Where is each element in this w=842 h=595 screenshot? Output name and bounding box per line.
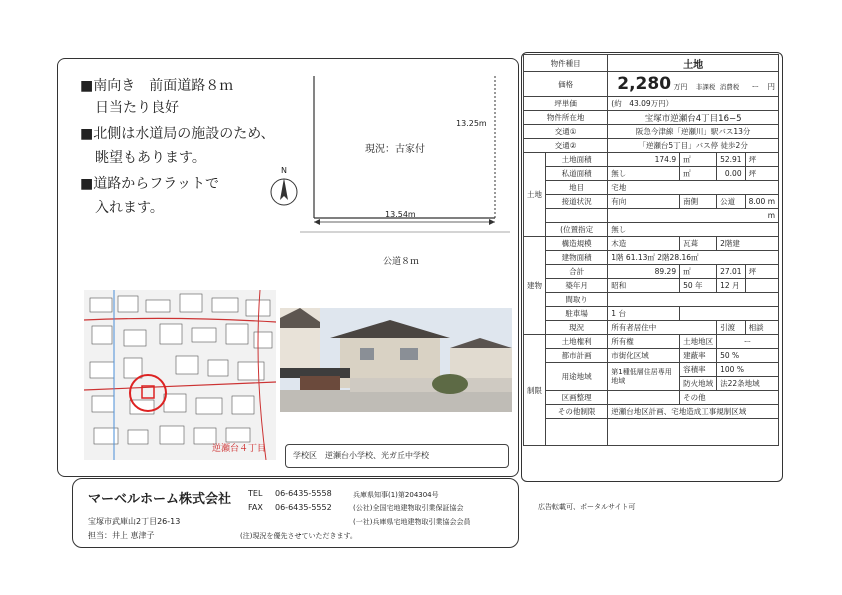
- row-zone: [524, 363, 779, 377]
- tax-value: ー: [751, 82, 760, 91]
- location-map: [84, 290, 276, 460]
- tel-label: TEL: [248, 489, 263, 498]
- zone-value: 第1種低層住居専用地域: [608, 363, 680, 391]
- row-private-road: [524, 167, 779, 181]
- spec-table: [523, 54, 779, 446]
- parking-label: 駐車場: [546, 307, 608, 321]
- built-year: 50: [683, 281, 693, 290]
- property-photo: [280, 308, 512, 412]
- district-label: 都市計画: [546, 349, 608, 363]
- row-parking: [524, 307, 779, 321]
- road-m-2: m: [608, 209, 779, 223]
- ground-value: ー: [717, 335, 779, 349]
- company-assoc-1: (公社)全国宅地建物取引業保証協会: [353, 504, 464, 512]
- far-pct: %: [736, 365, 744, 374]
- highlight-line-6: 入れます。: [95, 200, 164, 216]
- road-kind: 公道: [717, 195, 745, 209]
- plot-depth-label: 13.25m: [456, 119, 487, 128]
- structure-1: 木造: [608, 237, 680, 251]
- fax-number: 06-6435-5552: [275, 503, 332, 512]
- company-assoc-2: (一社)兵庫県宅地建物取引業協会会員: [353, 518, 471, 526]
- tax-unit: 円: [767, 82, 775, 91]
- district-value: 市街化区域: [608, 349, 680, 363]
- highlight-line-2: 日当たり良好: [95, 100, 179, 116]
- traffic2-label: 交通②: [524, 139, 608, 153]
- other-value: 逆瀬台地区計画、宅地造成工事規制区域: [608, 405, 779, 419]
- built-era: 昭和: [608, 279, 680, 293]
- coverage-pct: %: [732, 351, 740, 360]
- price-unit: 万円: [673, 83, 688, 91]
- row-total: [524, 265, 779, 279]
- highlight-line-4: 眺望もあります。: [95, 150, 206, 166]
- address-value: 宝塚市逆瀬台4丁目16−5: [608, 111, 779, 125]
- handover-label: 引渡: [717, 321, 745, 335]
- traffic2-value: 「逆瀬台5丁目」バス停 徒歩2分: [608, 139, 779, 153]
- road-access-label: 接道状況: [546, 195, 608, 209]
- price-value: 2,280: [617, 74, 672, 94]
- other-label: その他制限: [546, 405, 608, 419]
- parking-unit: 台: [618, 309, 626, 318]
- highlight-line-1: ■南向き 前面道路８ｍ: [80, 78, 234, 94]
- rights-value: 所有権: [608, 335, 680, 349]
- floor-label: 建物面積: [546, 251, 608, 265]
- rights-label: 土地権利: [546, 335, 608, 349]
- row-current: [524, 321, 779, 335]
- row-floor: [524, 251, 779, 265]
- highlight-line-5: ■道路からフラットで: [80, 176, 219, 192]
- highlight-line-3: ■北側は水道局の施設のため、: [80, 126, 275, 142]
- row-other: [524, 405, 779, 419]
- company-address: 宝塚市武庫山2丁目26-13: [88, 517, 181, 526]
- address-label: 物件所在地: [524, 111, 608, 125]
- row-built: [524, 279, 779, 293]
- total-tsubo: 27.01: [717, 265, 745, 279]
- area-tsubo: 52.91: [717, 153, 745, 167]
- area-label: 土地面積: [546, 153, 608, 167]
- road-m: m: [767, 197, 775, 206]
- tax-sub: 消費税: [719, 83, 740, 91]
- row-traffic-2: [524, 139, 779, 153]
- row-land-area: [524, 153, 779, 167]
- north-arrow-icon: [268, 170, 300, 210]
- restrict-group-label: 制限: [524, 335, 546, 446]
- row-layout: [524, 293, 779, 307]
- row-rights: [524, 335, 779, 349]
- traffic1-value: 阪急今津線「逆瀬川」駅バス13分: [608, 125, 779, 139]
- total-unit: ㎡: [680, 265, 717, 279]
- road-ari: 有向: [608, 195, 680, 209]
- position-value: 無し: [608, 223, 779, 237]
- kind-label: 物件種目: [524, 55, 608, 72]
- ground-label: 土地地区: [680, 335, 717, 349]
- chimoku-value: 宅地: [608, 181, 779, 195]
- price-label: 価格: [524, 72, 608, 97]
- structure-3: 2階建: [717, 237, 779, 251]
- company-name: マーベルホーム株式会社: [88, 492, 232, 507]
- road-dir: 南側: [680, 195, 717, 209]
- row-district: [524, 349, 779, 363]
- area-value: 174.9: [608, 153, 680, 167]
- row-structure: [524, 237, 779, 251]
- map-area-label: 逆瀬台４丁目: [212, 444, 267, 454]
- row-road-2: [524, 209, 779, 223]
- layout-label: 間取り: [546, 293, 608, 307]
- fax-label: FAX: [248, 503, 263, 512]
- private-unit: ㎡: [680, 167, 717, 181]
- road-label: 公道８ｍ: [383, 257, 420, 267]
- private-tsubo-unit: 坪: [745, 167, 778, 181]
- far-label: 容積率: [680, 363, 717, 377]
- row-address: [524, 111, 779, 125]
- land-group-label: 土地: [524, 153, 546, 237]
- floor-value: 1階 61.13㎡ 2階28.16㎡: [608, 251, 779, 265]
- tsubo-unit: 坪: [745, 153, 778, 167]
- company-license: 兵庫県知事(1)第204304号: [353, 491, 439, 499]
- parking-value: 1: [611, 309, 617, 318]
- tel-number[interactable]: 06-6435-5558: [275, 489, 332, 498]
- plot-width-label: 13.54m: [385, 210, 416, 219]
- built-month: 12: [720, 281, 730, 290]
- adjust-value: その他: [680, 391, 779, 405]
- chimoku-label: 地目: [546, 181, 608, 195]
- bld-group-label: 建物: [524, 237, 546, 335]
- built-nen: 年: [695, 281, 703, 290]
- fire-value: 法22条地域: [717, 377, 779, 391]
- company-note: (注)現況を優先させていただきます。: [240, 532, 357, 540]
- far-value: 100: [720, 365, 735, 374]
- current-value: 所有者居住中: [608, 321, 717, 335]
- private-label: 私道面積: [546, 167, 608, 181]
- row-chimoku: [524, 181, 779, 195]
- area-unit: ㎡: [680, 153, 717, 167]
- total-label: 合計: [546, 265, 608, 279]
- traffic1-label: 交通①: [524, 125, 608, 139]
- structure-label: 構造規模: [546, 237, 608, 251]
- zone-label: 用途地域: [546, 363, 608, 391]
- tsubo-label: 坪単価: [524, 97, 608, 111]
- built-label: 築年月: [546, 279, 608, 293]
- plot-status-label: 現況：古家付: [365, 144, 425, 155]
- row-tsubo: [524, 97, 779, 111]
- row-price: [524, 72, 779, 97]
- total-value: 89.29: [608, 265, 680, 279]
- built-tsuki: 月: [732, 281, 740, 290]
- row-kind: [524, 55, 779, 72]
- coverage-value: 50: [720, 351, 730, 360]
- row-blank: [524, 419, 779, 446]
- row-road: [524, 195, 779, 209]
- ad-permission-note: 広告転載可、ポータルサイト可: [538, 503, 636, 511]
- road-width: 8.00: [748, 197, 766, 206]
- private-value: 無し: [608, 167, 680, 181]
- position-label: (位置指定: [546, 223, 608, 237]
- company-contact: 担当：井上 恵津子: [88, 531, 155, 540]
- current-label: 現況: [546, 321, 608, 335]
- total-tsubo-unit: 坪: [745, 265, 778, 279]
- adjust-label: 区画整理: [546, 391, 608, 405]
- north-label: N: [281, 166, 287, 175]
- tsubo-value: (約 43.09万円）: [608, 97, 779, 111]
- row-adjust: [524, 391, 779, 405]
- private-tsubo: 0.00: [717, 167, 745, 181]
- tax-label: 非課税: [695, 83, 716, 91]
- kind-value: 土地: [608, 55, 779, 72]
- coverage-label: 建蔽率: [680, 349, 717, 363]
- row-traffic-1: [524, 125, 779, 139]
- row-position: [524, 223, 779, 237]
- handover-value: 相談: [745, 321, 778, 335]
- school-district-text: 学校区 逆瀬台小学校、光ガ丘中学校: [293, 451, 429, 460]
- fire-label: 防火地域: [680, 377, 717, 391]
- structure-2: 瓦葺: [680, 237, 717, 251]
